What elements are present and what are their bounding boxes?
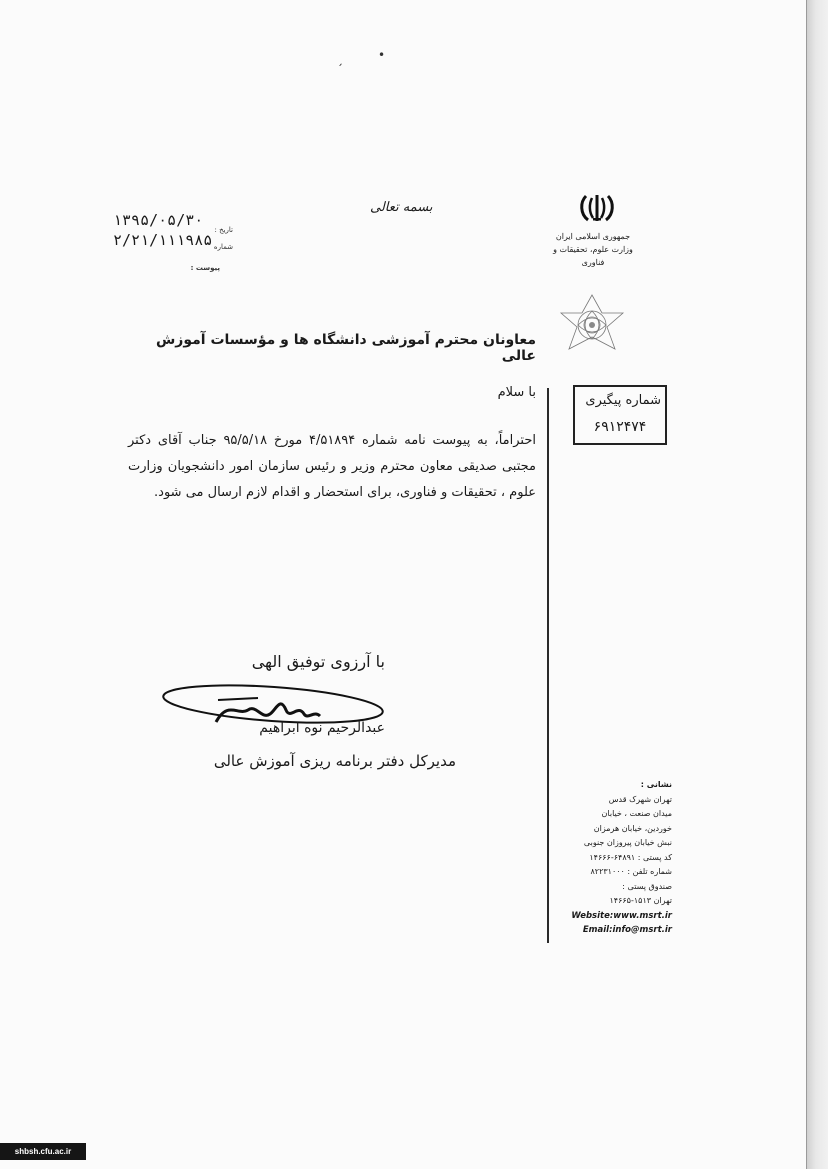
contact-info [560,778,672,938]
address-line-1: تهران شهرک قدس [608,794,672,804]
address-line-2: میدان صنعت ، خیابان [601,809,672,818]
date-value: ۱۳۹۵/۰۵/۳۰ [113,211,204,229]
number-label: شماره [213,243,233,251]
ministry-line-1: جمهوری اسلامی ایران [555,232,631,241]
closing: با آرزوی توفیق الهی [251,652,385,671]
scan-speck: • [378,48,386,62]
ministry-line-2: وزارت علوم، تحقیقات و فناوری [553,245,633,267]
phone-number: شماره تلفن : ۸۲۲۳۱۰۰۰ [590,867,672,876]
ministry-name [548,230,638,269]
attachment-label: پیوست : [190,264,220,272]
decorative-ornament-icon [555,293,629,361]
page-edge [806,0,828,1169]
signatory-title: مدیرکل دفتر برنامه ریزی آموزش عالی [213,752,456,770]
address-line-4: نبش خیابان پیروزان جنوبی [583,838,672,847]
letter-body: احتراماً، به پیوست نامه شماره ۴/۵۱۸۹۴ مورخ ۹۵/۵/۱۸ جناب آقای دکتر مجتبی صدیقی معاون محترم وزیر و رئیس سازمان امور دانشجویان وزارت علوم ، تحقیقات و فناوری، برای استحضار و اقدام لازم ارسال می شود. [128,433,536,500]
tracking-number: ۶۹۱۲۴۷۴ [593,419,647,435]
date-label: تاریخ : [214,226,233,234]
tracking-label: شماره پیگیری [585,393,661,408]
iran-emblem-icon [578,192,616,224]
scan-speck: ˏ [337,52,343,66]
margin-divider-line [547,388,549,943]
bismillah: بسمه تعالی [370,200,433,215]
site-watermark: shbsh.cfu.ac.ir [0,1143,86,1160]
signatory-name: عبدالرحیم نوه ابراهیم [259,720,385,736]
number-value: ۲/۲۱/۱۱۱۹۸۵ [113,231,213,249]
address-line-3: خوردین، خیابان هرمزان [593,823,672,833]
email: Email:info@msrt.ir [582,925,672,935]
tracking-number-box [573,385,667,445]
website: Website:www.msrt.ir [571,910,672,921]
po-box-label: صندوق پستی : [622,881,672,891]
postal-code: کد پستی : ۶۴۸۹۱-۱۴۶۶۶ [589,852,672,862]
greeting: با سلام [497,385,536,400]
recipient: معاونان محترم آموزشی دانشگاه ها و مؤسسات آموزش عالی [155,332,536,364]
address-label: نشانی : [640,780,672,789]
po-box: تهران ۱۵۱۳-۱۴۶۶۵ [609,896,672,905]
